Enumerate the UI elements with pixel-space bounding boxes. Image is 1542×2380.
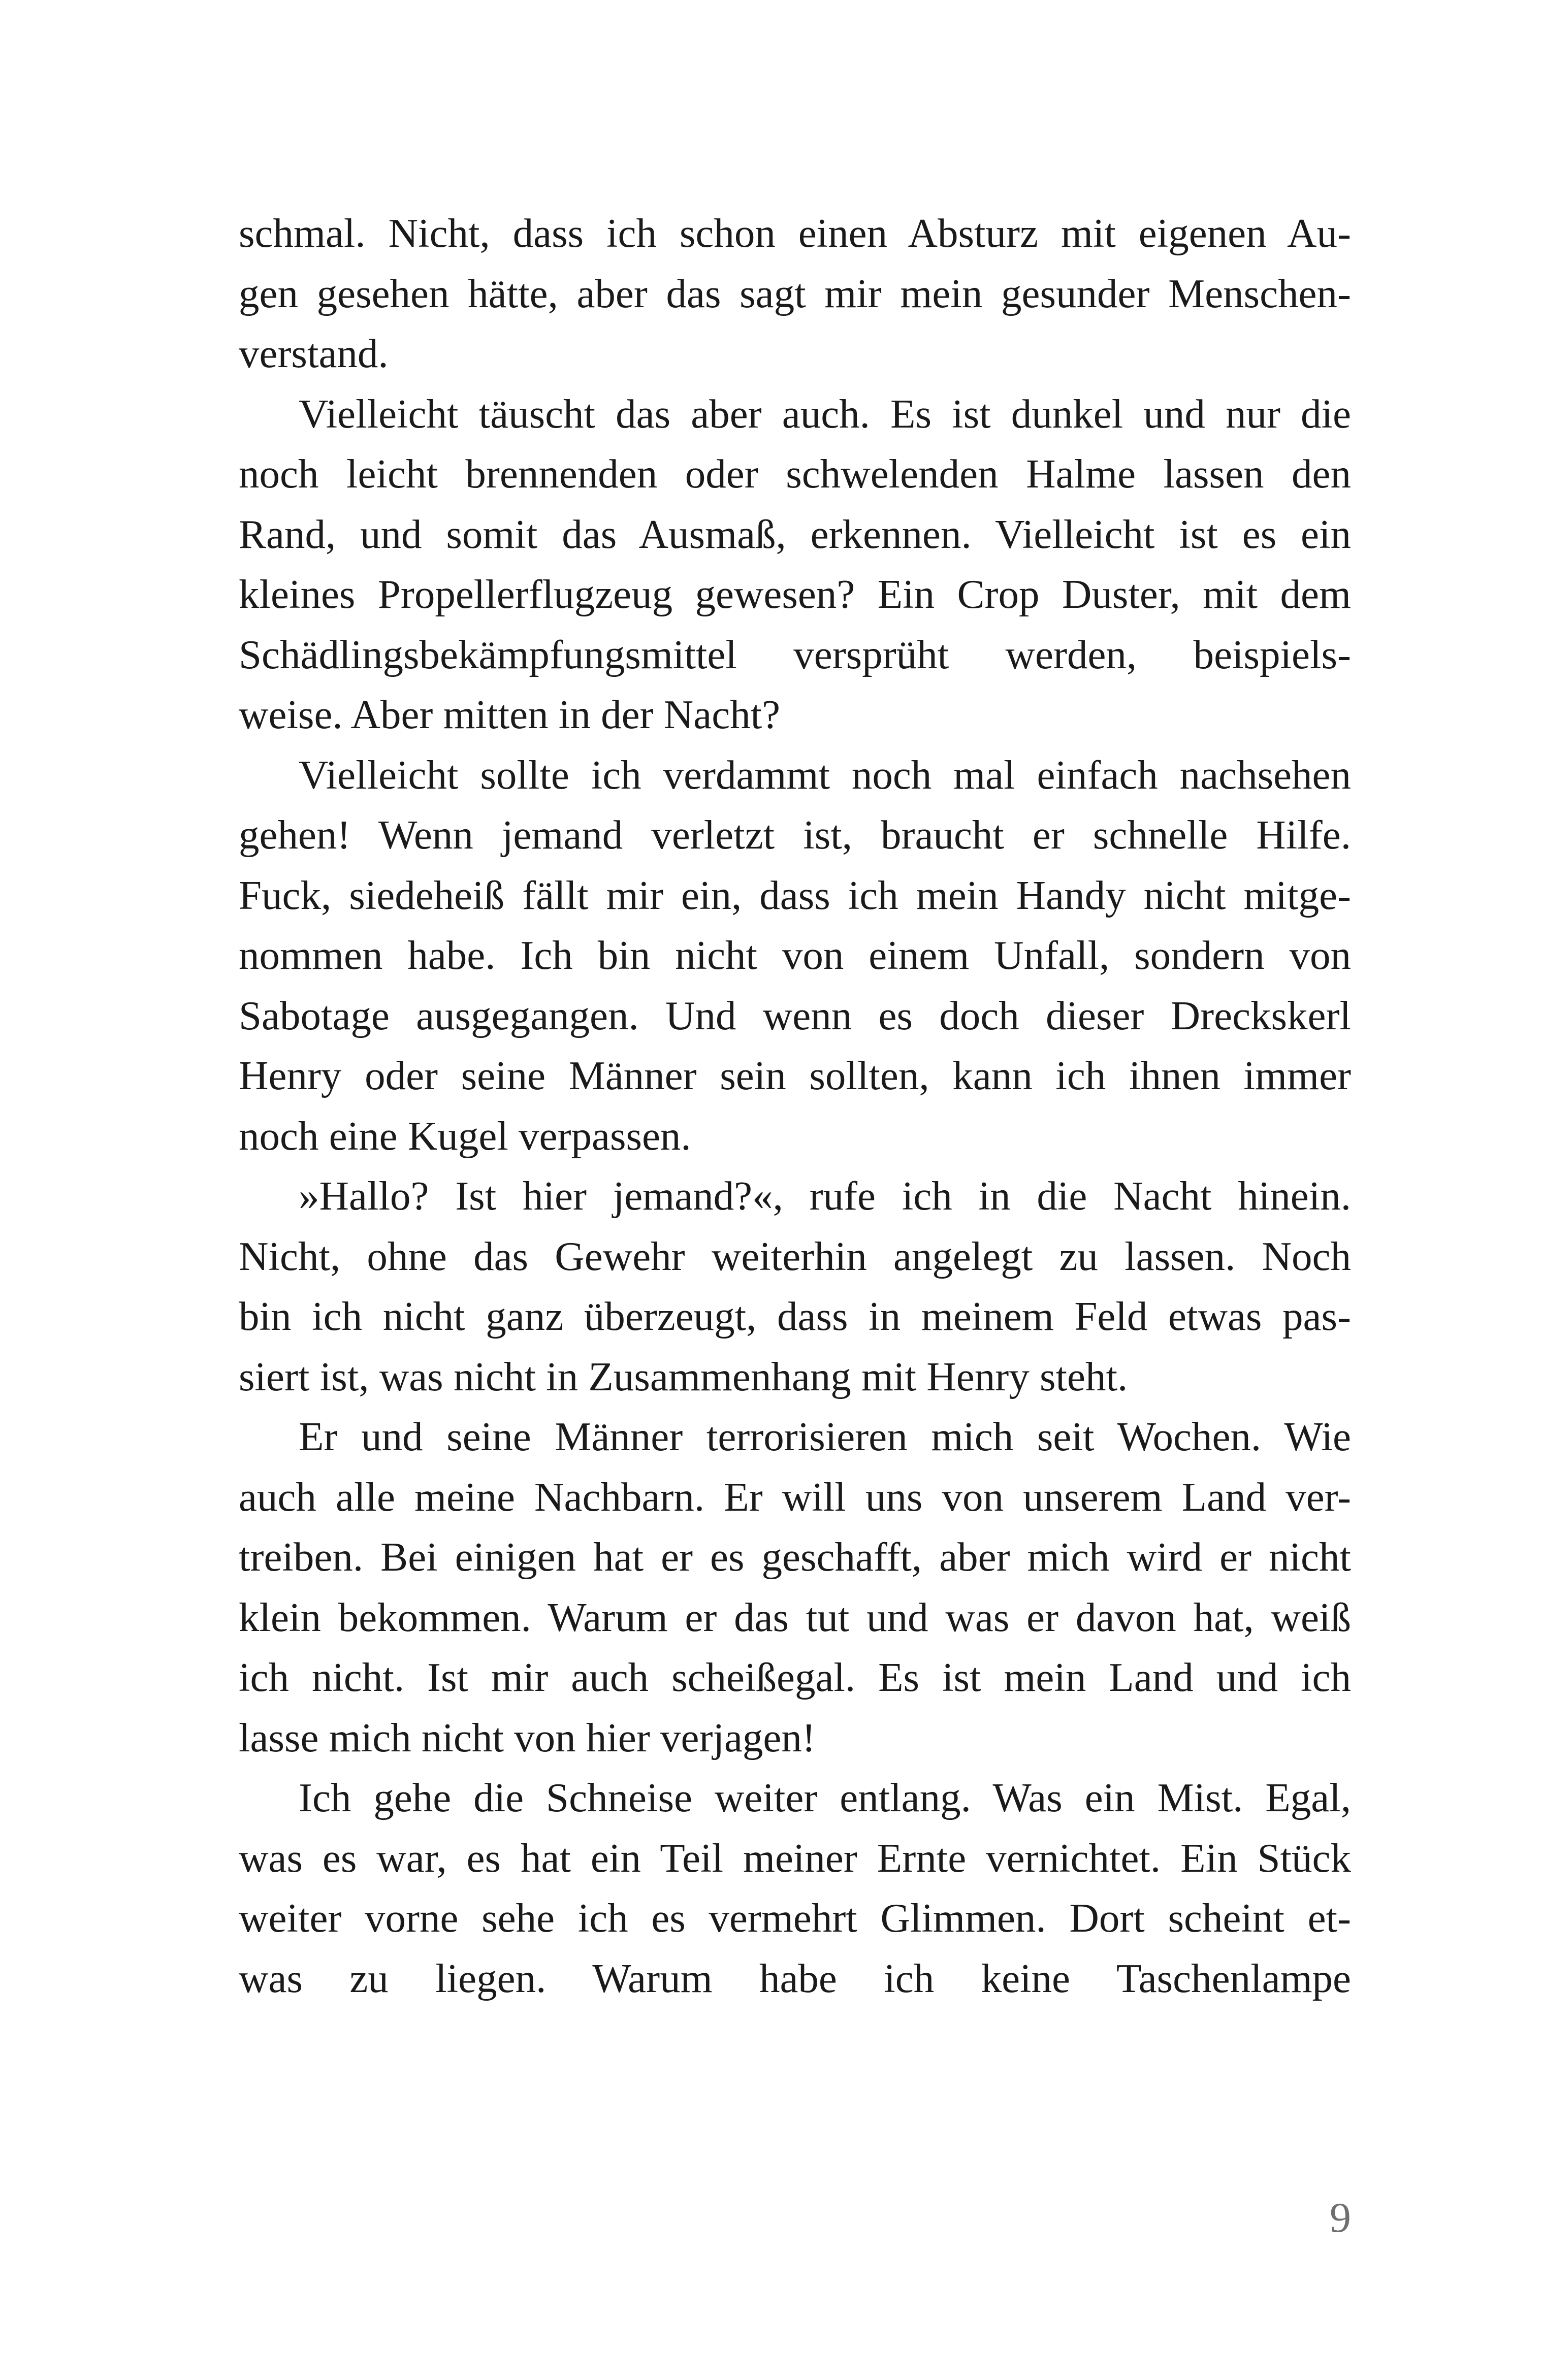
body-text (239, 203, 1351, 2008)
text-line: Schädlingsbekämpfungsmittel versprüht werden, beispiels- (239, 631, 1351, 677)
text-line: Rand, und somit das Ausmaß, erkennen. Vielleicht ist es ein (239, 511, 1351, 557)
text-line: gen gesehen hätte, aber das sagt mir mein gesunder Menschen- (239, 270, 1351, 316)
text-line: verstand. (239, 331, 389, 376)
text-line: Ich gehe die Schneise weiter entlang. Was ein Mist. Egal, (299, 1775, 1351, 1820)
text-line: lasse mich nicht von hier verjagen! (239, 1714, 816, 1760)
text-line: kleines Propellerflugzeug gewesen? Ein Crop Duster, mit dem (239, 571, 1351, 617)
text-line: Fuck, siedeheiß fällt mir ein, dass ich mein Handy nicht mitge- (239, 872, 1351, 918)
text-line: ich nicht. Ist mir auch scheißegal. Es ist mein Land und ich (239, 1654, 1351, 1700)
text-line: treiben. Bei einigen hat er es geschafft, aber mich wird er nicht (239, 1534, 1351, 1580)
text-line: noch eine Kugel verpassen. (239, 1113, 691, 1159)
text-line: was zu liegen. Warum habe ich keine Taschenlampe (239, 1955, 1351, 2001)
text-line: Er und seine Männer terrorisieren mich seit Wochen. Wie (299, 1414, 1351, 1459)
text-line: Vielleicht täuscht das aber auch. Es ist dunkel und nur die (299, 390, 1351, 437)
text-line: weiter vorne sehe ich es vermehrt Glimmen. Dort scheint et- (239, 1895, 1351, 1941)
text-line: Nicht, ohne das Gewehr weiterhin angelegt zu lassen. Noch (239, 1233, 1351, 1279)
text-line: auch alle meine Nachbarn. Er will uns von unserem Land ver- (239, 1474, 1351, 1520)
text-line: was es war, es hat ein Teil meiner Ernte vernichtet. Ein Stück (239, 1835, 1351, 1881)
text-line: nommen habe. Ich bin nicht von einem Unfall, sondern von (239, 932, 1351, 978)
text-line: siert ist, was nicht in Zusammenhang mit Henry steht. (239, 1353, 1128, 1399)
text-line: klein bekommen. Warum er das tut und was er davon hat, weiß (239, 1594, 1351, 1640)
text-line: »Hallo? Ist hier jemand?«, rufe ich in die Nacht hinein. (299, 1173, 1351, 1219)
text-line: Henry oder seine Männer sein sollten, kann ich ihnen immer (239, 1053, 1351, 1098)
text-line: bin ich nicht ganz überzeugt, dass in meinem Feld etwas pas- (239, 1293, 1351, 1339)
text-line: schmal. Nicht, dass ich schon einen Absturz mit eigenen Au- (239, 210, 1351, 256)
text-line: Vielleicht sollte ich verdammt noch mal einfach nachsehen (299, 752, 1351, 798)
page-number: 9 (1330, 2194, 1351, 2241)
text-line: Sabotage ausgegangen. Und wenn es doch dieser Dreckskerl (239, 992, 1351, 1038)
text-line: noch leicht brennenden oder schwelenden Halme lassen den (239, 451, 1351, 497)
text-line: gehen! Wenn jemand verletzt ist, braucht er schnelle Hilfe. (239, 812, 1351, 858)
text-line: weise. Aber mitten in der Nacht? (239, 692, 781, 737)
